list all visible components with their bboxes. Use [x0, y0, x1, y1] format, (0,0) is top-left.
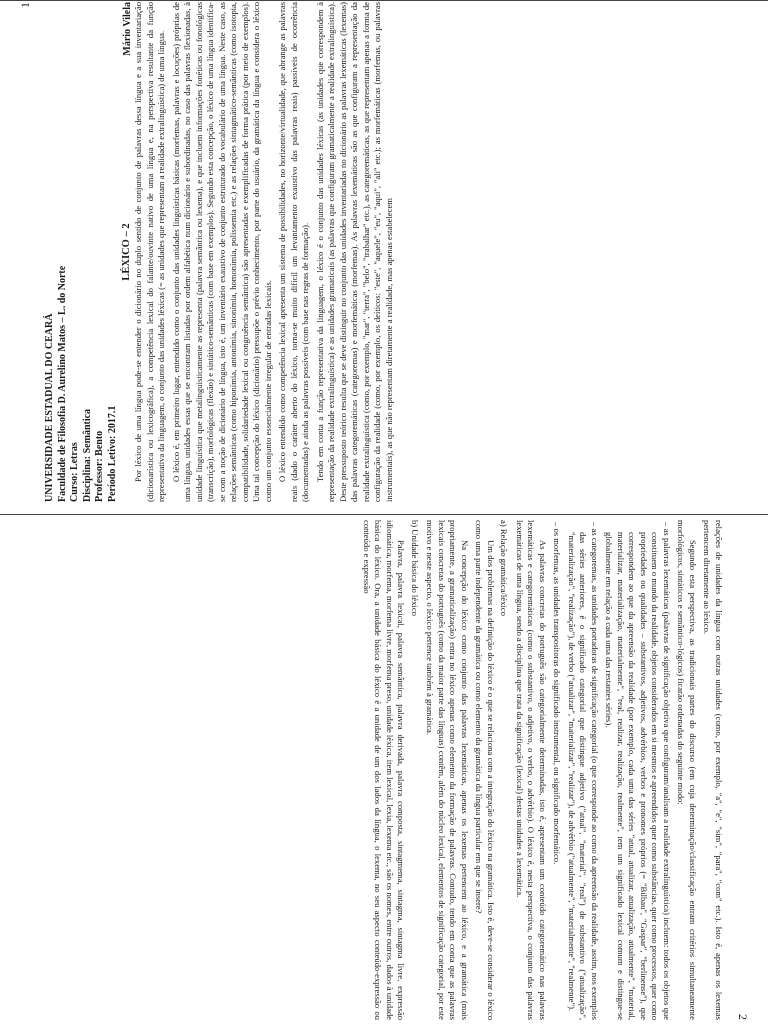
paragraph: Palavra, palavra lexical, palavra semântica, palavra derivada, palavra composta, sintagmema, sintagma, sintagma livre, expressão idiomática, morfema, morfema livre, morfema preso, unidade léxica, item lexical, lexia, lexema etc., são os nomes, entre outros, dados à unidade básica do léxico. Ora, a unidade básica do léxico é a unidade de um dos lados da língua, o lexema, no seu aspecto conteúdo-expressão ou conteúdo e expressão: [362, 520, 407, 1020]
page-number: 2: [736, 1014, 750, 1020]
section-heading: b) Unidade básica do léxico: [410, 520, 420, 616]
list-item: – os morfemas, as unidades transpositoras do significado instrumental, ou significado morfemático.: [552, 522, 563, 865]
document-header: [44, 2, 119, 502]
faculty-name: Faculdade de Filosofia D. Aurelino Matos – L. do Norte: [56, 265, 68, 502]
paragraph: Tendo em conta a função representativa da linguagem, o léxico é o conjunto das unidades léxicas (as unidades que correspondem à representação da realidade extralinguística) e as unidades gramaticais (as palavras que configuram gramaticalmente a realidade extralinguística). Deste pressuposto teórico resulta que se deve distinguir no conjunto das unidades inventariadas no dicionário as palavras lexemáticas (lexemas) das palavras categoremáticas (categoremas) e morfemáticas (morfemas). As palavras lexemáticas são as que configuram a representação da realidade extralinguística (como, por exemplo, "mar", "terra", "belo", "trabalhar" etc.), as categoremáticas, as que representam apenas a forma de configuração da realidade (como, por exemplo, os deíticos: "este", "aquele", "eu", "aqui", "ali" etc.); as morfemáticas (morfemas, ou palavras instrumentais), as que não representam diretamente a realidade, mas apenas estabelecem: [314, 2, 394, 502]
institution-name: UNIVERSIDADE ESTADUAL DO CEARÁ: [44, 313, 55, 502]
course-name: Curso: Letras: [69, 442, 80, 502]
academic-period: Período Letivo: 2017.1: [106, 405, 118, 502]
paragraph: O léxico entendido como competência lexical apresenta um sistema de possibilidades, no horizonte/virtualidade, que abrange as palavras reais (dado o caráter aberto do léxico, torna-se muito difícil um levantamento exaustivo das palavras reais) passíveis de ocorrência (documentadas) e ainda as palavras possíveis (com base nas regras de formação).: [277, 2, 310, 502]
paragraph: As palavras concretas do português são categorialmente determinadas, isto é, apresentam um conteúdo categoremático nas palavras lexemáticas e categoremáticas (como o substantivo, o adjetivo, o verbo, o advérbio). O léxico é, nesta perspectiva, o conjunto das palavras lexemáticas de uma língua, sendo a disciplina que trata da significação (lexical) destas unidades a lexemática.: [515, 520, 548, 1020]
paragraph: Segundo esta perspectiva, as tradicionais partes do discurso (em cuja determinação/classificação entram critérios simultaneamente morfológicos, sintáticos e semântico-lógicos) ficarão ordenadas do seguinte modo:: [676, 520, 698, 1020]
paragraph: Um dos problemas na definição do léxico é o que se relaciona com a integração do léxico na gramática. Isto é, deve-se considerar o léxico como uma parte independente da gramática ou como elemento da gramática da língua particular em que se insere?: [474, 520, 496, 1020]
list-item: – as palavras lexemáticas (palavras de significação objetiva que configuram/analisam a realidade extralinguística) incluem: todos os objetos que constituem o mundo da realidade, objetos considerados em si mesmos e apreendidos quer como substâncias, quer como processos, quer como propriedades ou qualidades – substantivos, adjetivos, advérbios, verbos e pronomes próprios (= "Bilbau", "Gaspar", "berlinense"), que correspondem ao que da apreensão da realidade (por exemplo, cada uma das séries "atual, atualizar, atualização, atualmente", "material, materializar, materialização, materialmente", "real, realizar, realização, realmente", tem um significado lexical comum e distingue-se globalmente em relação a cada uma das restantes séries).: [604, 522, 672, 1020]
paragraph: relações de unidades da língua com outras unidades (como, por exemplo, "a", "e", "sim", "para", "com" etc.). Isto é, apenas os lexemas pertencem diretamente ao léxico.: [702, 520, 724, 1020]
page-number: 1: [18, 2, 32, 8]
professor-name: Professor: Bento: [94, 430, 105, 502]
paragraph: O léxico é, em primeiro lugar, entendido como o conjunto das unidades linguísticas básicas (morfemas, palavras e locuções) próprias de uma língua, unidades essas que se encontram listadas por ordem alfabética num dicionário e subordinadas, no caso das palavras flexionadas, à unidade linguística que metalinguisticamente as representa (palavra semântica ou lexema), e que incluem informações fonéticas ou fonológicas (transcrição), morfológicas (flexão) e sintático-semânticas (com base em exemplos). Segundo esta concepção, o léxico de uma língua identifica-se com a noção de dicionário de língua, isto é, um inventário exaustivo de conjunto estruturado do vocabulário de uma língua. Neste caso, as relações semânticas (como hiponímia, antonímia, sinonímia, homonímia, polissemia etc.) e as relações sintagmático-semânticas (como isotopia, compatibilidade, solidariedade lexical ou congruência semântica) são apresentadas e exemplificadas de forma prática (por meio de exemplos). Uma tal concepção do léxico (dicionário) pressupõe o prévio conhecimento, por parte do usuário, da gramática da língua e considera o léxico como um conjunto essencialmente irregular de entradas lexicais.: [170, 2, 273, 502]
page-2-content: [44, 520, 750, 1020]
scanned-page-2: [0, 514, 768, 1024]
page-edge-top: [0, 514, 768, 515]
page-edge-top: [0, 0, 768, 1]
list-item: – as categoremas, as unidades portadoras de significação categorial (o que corresponde ao como da apreensão da realidade, assim, nos exemplos das séries anteriores, é o significado categorial que distingue adjetivo ("atual", "material", "real") de substantivo ("atualização", "materialização", "realização"), de verbo ("atualizar", "materializar", "realizar"), de advérbio ("atualmente", "materialmente", "realmente").: [567, 522, 600, 1020]
paragraph: Na concepção do léxico como conjunto das palavras lexemáticas, apenas os lexemas pertencem ao léxico, e a gramática (mais propriamente, a gramaticalização) entra no léxico apenas como elemento da formação de palavras. Contudo, tendo em conta que as palavras lexicais concretas do português (como da maior parte das línguas) contêm, além do núcleo lexical, elementos de significação categorial, por este motivo e neste aspecto, o léxico pertence também à gramática.: [425, 520, 470, 1020]
author-name: Mário Vilela: [122, 2, 133, 56]
document-title: LÉXICO – 2: [121, 223, 132, 281]
page-1-content: [18, 2, 724, 502]
paragraph: Por léxico de uma língua pode-se entender o dicionário no duplo sentido de conjunto de palavras dessa língua e a sua inventariação (dicionarística ou lexicográfica), a competência lexical do falante/ouvinte nativo de uma língua e, na perspectiva resultante da função representativa da linguagem, o conjunto das unidades léxicas (= as unidades que representam a realidade extralinguística) de uma língua.: [133, 2, 166, 502]
scanned-page-1: [0, 0, 768, 508]
section-heading: a) Relação gramática/léxico: [499, 520, 510, 616]
discipline-name: Disciplina: Semântica: [81, 408, 93, 502]
